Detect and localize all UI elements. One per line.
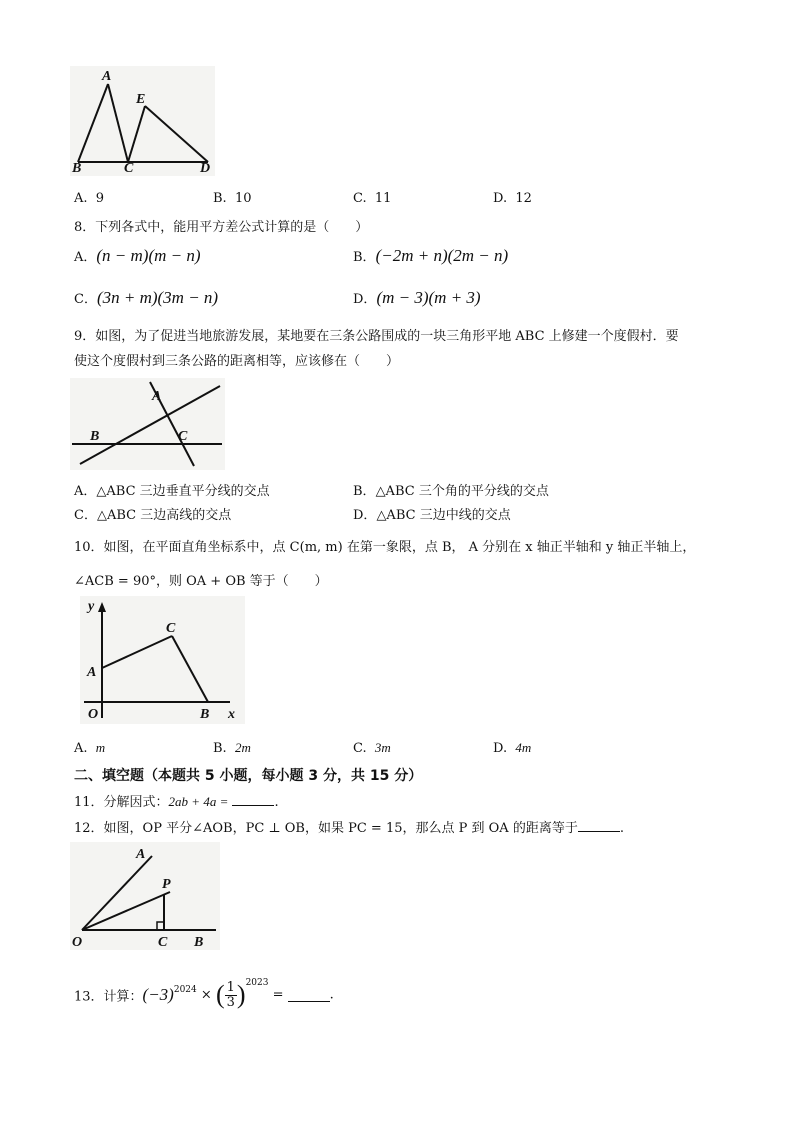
q12-diagram bbox=[70, 842, 220, 950]
q10-label-c: C bbox=[166, 621, 176, 636]
q7-option-d[interactable]: D. 12 bbox=[493, 191, 532, 206]
q10-option-a[interactable]: A. m bbox=[74, 740, 106, 756]
q12-label-o: O bbox=[72, 935, 83, 950]
q7-option-c[interactable]: C. 11 bbox=[353, 191, 392, 206]
q12-figure bbox=[70, 842, 220, 950]
section2-heading: 二、填空题（本题共 5 小题，每小题 3 分，共 15 分） bbox=[74, 768, 423, 784]
q10-stem-line2: ∠ACB = 90°，则 OA + OB 等于（ ） bbox=[74, 574, 328, 589]
q9-option-a[interactable]: A．△ABC 三边垂直平分线的交点 bbox=[74, 484, 270, 499]
q9-option-c[interactable]: C．△ABC 三边高线的交点 bbox=[74, 508, 232, 523]
q7-diagram bbox=[70, 66, 215, 176]
q7-figure bbox=[70, 66, 215, 176]
q10-label-b: B bbox=[200, 707, 210, 722]
q8-option-d[interactable]: D．(m − 3)(m + 3) bbox=[353, 288, 481, 307]
q12-label-a: A bbox=[136, 847, 146, 862]
q9-stem-line2: 使这个度假村到三条公路的距离相等，应该修在（ ） bbox=[74, 354, 400, 369]
q8-stem: 8．下列各式中，能用平方差公式计算的是（ ） bbox=[74, 220, 369, 235]
q7-option-b[interactable]: B. 10 bbox=[213, 191, 252, 206]
q9-option-d[interactable]: D．△ABC 三边中线的交点 bbox=[353, 508, 511, 523]
q7-label-a: A bbox=[102, 69, 112, 84]
q7-label-d: D bbox=[200, 161, 211, 176]
q9-diagram bbox=[70, 378, 225, 470]
q9-label-b: B bbox=[90, 429, 100, 444]
q8-option-c[interactable]: C．(3n + m)(3m − n) bbox=[74, 288, 219, 307]
q10-label-y: y bbox=[88, 599, 95, 614]
q12-label-c: C bbox=[158, 935, 168, 950]
q7-label-c: C bbox=[124, 161, 134, 176]
q7-option-a[interactable]: A. 9 bbox=[74, 191, 105, 206]
q10-option-c[interactable]: C. 3m bbox=[353, 740, 391, 756]
q10-stem-line1: 10．如图，在平面直角坐标系中，点 C(m, m) 在第一象限，点 B， A 分别在 x 轴正半轴和 y 轴正半轴上， bbox=[74, 540, 696, 555]
q9-option-b[interactable]: B．△ABC 三个角的平分线的交点 bbox=[353, 484, 549, 499]
q8-option-a[interactable]: A．(n − m)(m − n) bbox=[74, 246, 201, 265]
q9-figure bbox=[70, 378, 225, 470]
q10-diagram bbox=[80, 596, 245, 724]
q9-label-a: A bbox=[152, 389, 162, 404]
q7-label-e: E bbox=[136, 92, 146, 107]
q10-figure bbox=[80, 596, 245, 724]
q13-fraction: $\frac{1}{3}$ bbox=[226, 979, 235, 1010]
q11-line: 11．分解因式：2ab + 4a = . bbox=[74, 794, 279, 810]
q10-option-d[interactable]: D. 4m bbox=[493, 740, 532, 756]
q10-label-o: O bbox=[88, 707, 99, 722]
q12-label-b: B bbox=[194, 935, 204, 950]
q11-answer-blank[interactable] bbox=[232, 793, 274, 806]
q12-label-p: P bbox=[162, 877, 171, 892]
q7-label-b: B bbox=[72, 161, 82, 176]
q10-label-x: x bbox=[228, 707, 235, 722]
q9-stem-line1: 9．如图，为了促进当地旅游发展，某地要在三条公路围成的一块三角形平地 ABC 上修建一个度假村．要 bbox=[74, 329, 679, 344]
q8-option-b[interactable]: B．(−2m + n)(2m − n) bbox=[353, 246, 509, 265]
q12-answer-blank[interactable] bbox=[578, 819, 620, 832]
q9-label-c: C bbox=[178, 429, 188, 444]
q12-line: 12．如图，OP 平分∠AOB，PC ⊥ OB，如果 PC = 15，那么点 P 到 OA 的距离等于 . bbox=[74, 821, 624, 836]
q10-label-a: A bbox=[87, 665, 97, 680]
q13-answer-blank[interactable] bbox=[288, 989, 330, 1002]
q10-option-b[interactable]: B. 2m bbox=[213, 740, 251, 756]
q13-line: 13．计算：$(-3)^{2024}$ × ( $\frac{1}{3}$ )$^{2023}$ = . bbox=[74, 977, 334, 1010]
